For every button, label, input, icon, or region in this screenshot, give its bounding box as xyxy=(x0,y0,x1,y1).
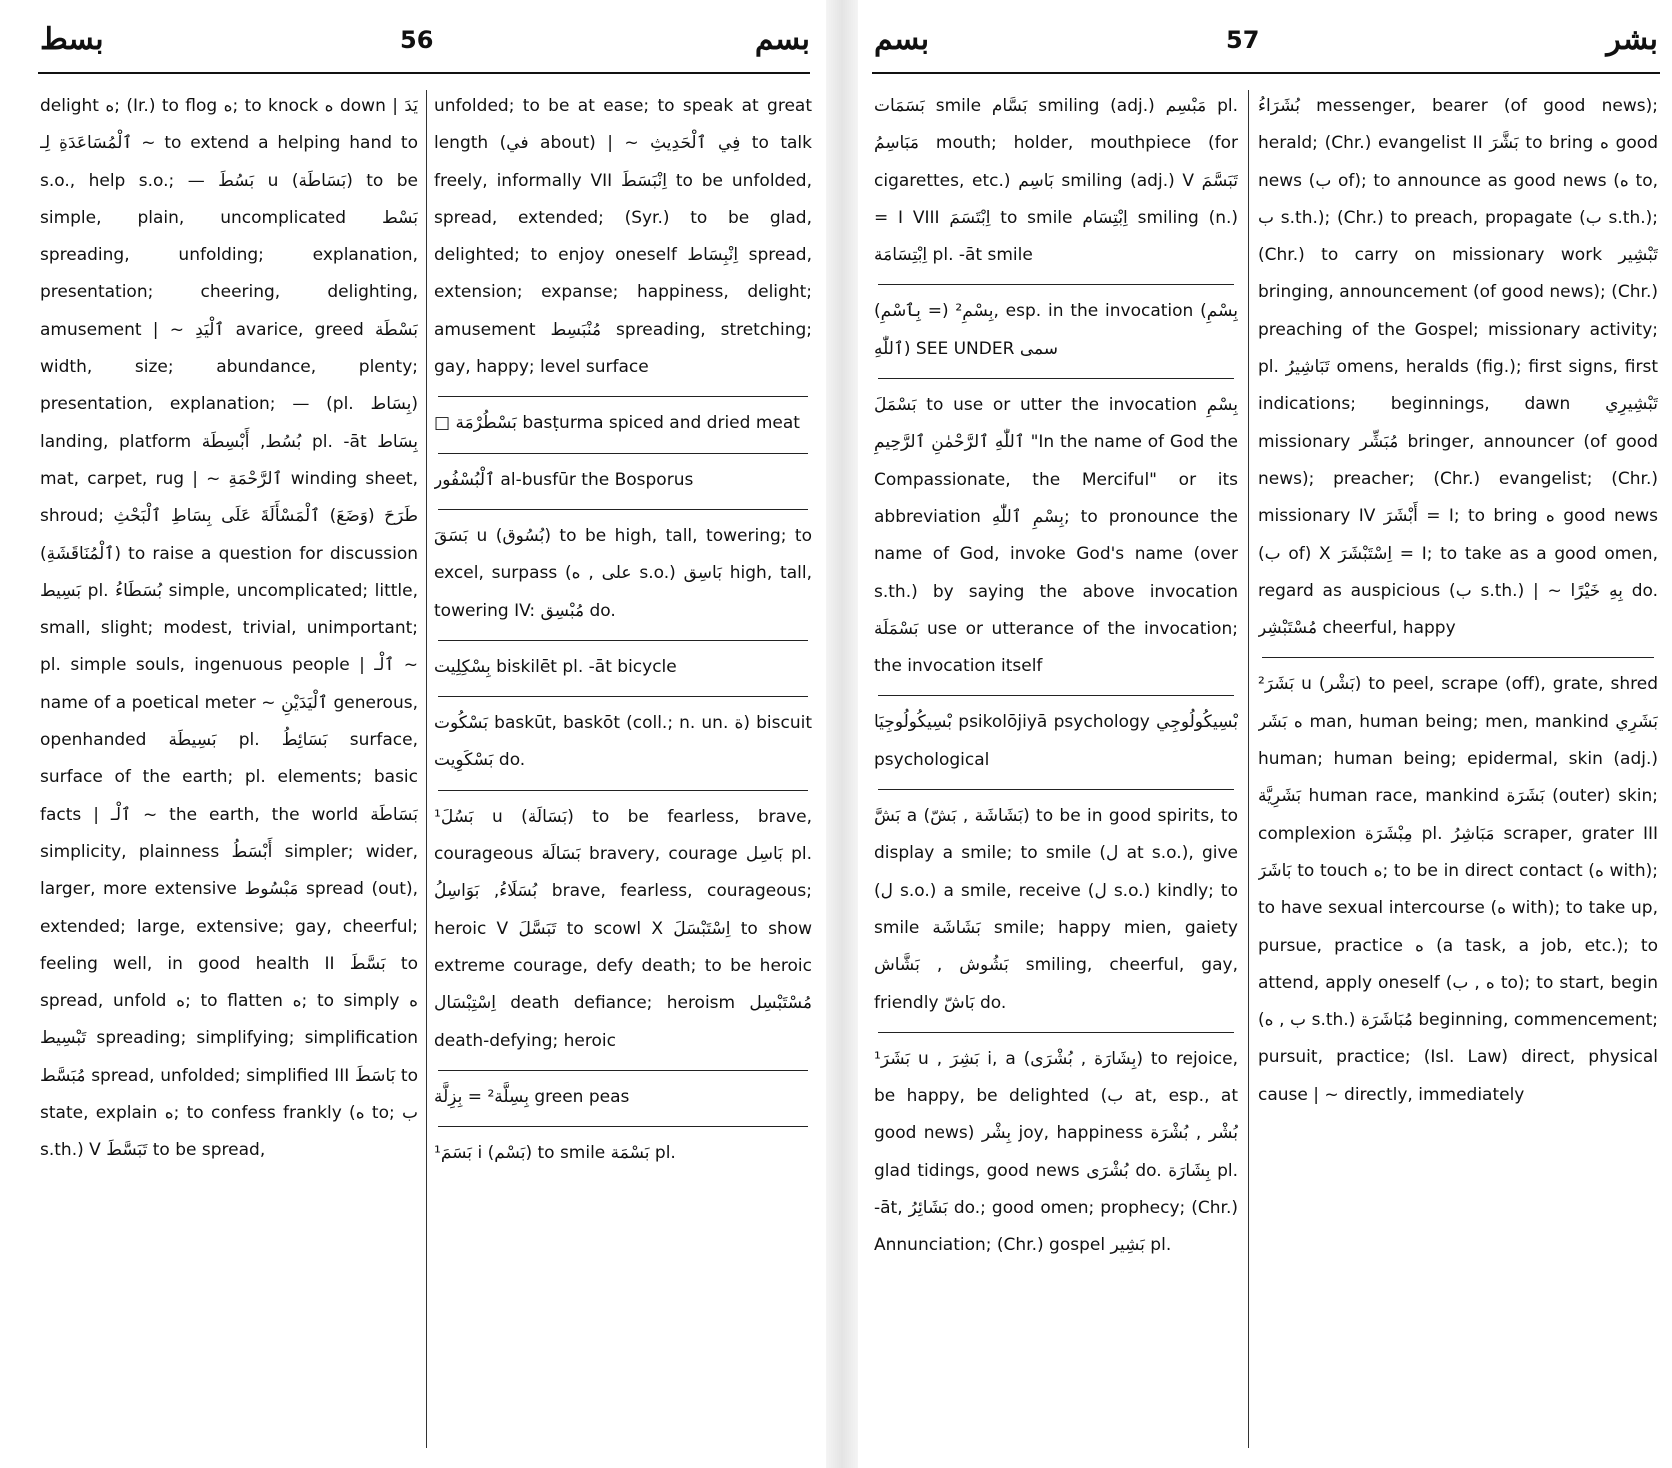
book-gutter xyxy=(826,0,858,1468)
dictionary-entry: ٱلْبُسْفُور al-busfūr the Bosporus xyxy=(434,469,694,490)
entry-separator xyxy=(438,790,808,791)
dictionary-entry: بَسُلَ¹ u (بَسَالَة) to be fearless, brave, courageous بَسَالَة bravery, courage بَاسِل pl. بُسَلَاءُ, بَوَاسِلُ brave, fearless, courageous; heroic V تَبَسَّلَ to scowl X اِسْتَبْسَلَ to show extreme courage, defy death; to be heroic اِسْتِبْسَال death defiance; heroism مُسْتَبْسِل death-defying; heroic xyxy=(434,806,812,1051)
dictionary-entry: بَسَمَات smile بَسَّام smiling (adj.) مَبْسِم pl. مَبَاسِمُ mouth; holder, mouthpiece (for cigarettes, etc.) بَاسِم smiling (adj.) V تَبَسَّمَ = I VIII اِبْتَسَمَ to smile اِبْتِسَام smiling (n.) اِبْتِسَامَة pl. -āt smile xyxy=(874,96,1238,266)
dictionary-entry: بْسِيكُولُوجِيَا psikolōjiyā psychology بْسِيكُولُوجِي psychological xyxy=(874,712,1238,770)
column-divider xyxy=(426,90,427,1448)
dictionary-entry: بَشَرَ¹ u , بَشِرَ i, a (بِشَارَة , بُشْرَى) to rejoice, be happy, be delighted (ب at, esp., at good news) بِشْر joy, happiness بُشْر , بُشْرَة glad tidings, good news بُشْرَى do. بِشَارَة pl. -āt, بَشَائِرُ do.; good omen; prophecy; (Chr.) Annunciation; (Chr.) gospel بَشِير pl. xyxy=(874,1048,1238,1256)
guide-word-left: بسط xyxy=(40,22,104,57)
running-head xyxy=(40,22,810,68)
page-57 xyxy=(858,0,1672,1468)
running-head xyxy=(874,22,1658,68)
entry-separator xyxy=(438,453,808,454)
dictionary-entry: □ بَسْطُرْمَة basṭurma spiced and dried meat xyxy=(434,413,800,434)
dictionary-entry: بَسْمَلَ to use or utter the invocation بِسْمِ ٱللّٰهِ ٱلرَّحْمٰنِ ٱلرَّحِيمِ "In the name of God the Compassionate, the Merciful" or its abbreviation بِسْمِ ٱللّٰهِ; to pronounce the name of God, invoke God's name (over s.th.) by saying the above invocation بَسْمَلَة use or utterance of the invocation; the invocation itself xyxy=(874,395,1238,677)
dictionary-entry: بَشَرَ² u (بَشْر) to peel, scrape (off), grate, shred ه بَشَر man, human being; men, mankind بَشَرِي human; human being; epidermal, skin (adj.) بَشَرِيَّة human race, mankind بَشَرَة (outer) skin; complexion مِبْشَرَة pl. مَبَاشِرُ scraper, grater III بَاشَرَ to touch ه; to be in direct contact (ه with); to have sexual intercourse (ه with); to take up, pursue, practice ه (a task, a job, etc.); to attend, apply oneself (ه , ب to); to start, begin (ب , ه s.th.) مُبَاشَرَة beginning, commencement; pursuit, practice; (Isl. Law) direct, physical cause | ~ directly, immediately xyxy=(1258,674,1658,1105)
entry-separator xyxy=(438,696,808,697)
dictionary-entry: بَسْكُوت baskūt, baskōt (coll.; n. un. ة) biscuit بَسْكَوِيت do. xyxy=(434,713,812,771)
dictionary-entry: بِسْمِ² (= بِٱسْمِ), esp. in the invocation (بِسْمِ ٱللّٰهِ) SEE UNDER سمى xyxy=(874,301,1238,359)
guide-word-left: بسم xyxy=(874,22,930,57)
header-rule xyxy=(872,72,1660,74)
column-2 xyxy=(1258,86,1658,1448)
dictionary-entry: بَسَقَ u (بُسُوق) to be high, tall, towering; to excel, surpass (على , ه s.o.) بَاسِق high, tall, towering IV: مُبْسِق do. xyxy=(434,525,812,621)
dictionary-entry: بِسْكِلِيت biskilēt pl. -āt bicycle xyxy=(434,656,677,677)
dictionary-entry: unfolded; to be at ease; to speak at great length (في about) | ~ فِي ٱلْحَدِيثِ to talk freely, informally VII اِنْبَسَطَ to be unfolded, spread, extended; (Syr.) to be glad, delighted; to enjoy oneself اِنْبِسَاط spread, extension; expanse; happiness, delight; amusement مُنْبَسِط spreading, stretching; gay, happy; level surface xyxy=(434,96,812,378)
entry-separator xyxy=(438,640,808,641)
page-56 xyxy=(0,0,826,1468)
entry-separator xyxy=(438,509,808,510)
entry-separator xyxy=(878,1032,1234,1033)
dictionary-entry: بُشَرَاءُ messenger, bearer (of good news); herald; (Chr.) evangelist II بَشَّرَ to bring ه good news (ب of); to announce as good news (ه to, ب s.th.); (Chr.) to preach, propagate (ب s.th.); (Chr.) to carry on missionary work تَبْشِير bringing, announcement (of good news); (Chr.) preaching of the Gospel; missionary activity; pl. تَبَاشِيرُ omens, heralds (fig.); first signs, first indications; beginnings, dawn تَبْشِيرِي missionary مُبَشِّر bringer, announcer (of good news); preacher; (Chr.) evangelist; (Chr.) missionary IV أَبْشَرَ = I; to bring ه good news (ب of) X اِسْتَبْشَرَ = I; to take as a good omen, regard as auspicious (ب s.th.) | ~ بِهِ خَيْرًا do. مُسْتَبْشِر cheerful, happy xyxy=(1258,96,1658,639)
guide-word-right: بشر xyxy=(1606,22,1658,57)
entry-separator xyxy=(878,284,1234,285)
column-divider xyxy=(1248,90,1249,1448)
entry-separator xyxy=(878,695,1234,696)
entry-separator xyxy=(1262,657,1654,658)
header-rule xyxy=(38,72,810,74)
entry-separator xyxy=(438,396,808,397)
page-number: 57 xyxy=(1226,26,1260,54)
column-2 xyxy=(434,86,812,1448)
entry-separator xyxy=(438,1126,808,1127)
entry-separator xyxy=(878,789,1234,790)
column-1 xyxy=(40,86,418,1448)
dictionary-entry: بَسَمَ¹ i (بَسْم) to smile بَسْمَة pl. xyxy=(434,1143,676,1164)
page-number: 56 xyxy=(400,26,434,54)
dictionary-entry: بَشَّ a (بَشَاشَة , بَشّ) to be in good spirits, to display a smile; to smile (ل at s.o.), give (ل s.o.) a smile, receive (ل s.o.) kindly; to smile بَشَاشَة smile; happy mien, gaiety بَشُوش , بَشَّاش smiling, cheerful, gay, friendly بَاشّ do. xyxy=(874,806,1238,1013)
dictionary-entry: بِسِلَّة² = بِزِلَّة green peas xyxy=(434,1086,630,1107)
guide-word-right: بسم xyxy=(754,22,810,57)
column-1 xyxy=(874,86,1238,1448)
dictionary-entry: delight ه; (Ir.) to flog ه; to knock ه down | يَدَ ٱلْمُسَاعَدَةِ لِـ ~ to extend a helping hand to s.o., help s.o.; — بَسُطَ u (بَسَاطَة) to be simple, plain, uncomplicated بَسْط spreading, unfolding; explanation, presentation; cheering, delighting, amusement | ~ ٱلْيَدِ avarice, greed بَسْطَة width, size; abundance, plenty; presentation, explanation; — (pl. بِسَاط) landing, platform بُسُط, أَبْسِطَة pl. -āt بِسَاط mat, carpet, rug | ~ ٱلرَّحْمَةِ winding sheet, shroud; طَرَحَ (وَضَعَ) ٱلْمَسْأَلَةَ عَلَى بِسَاطِ ٱلْبَحْثِ (ٱلْمُنَاقَشَةِ) to raise a question for discussion بَسِيط pl. بُسَطَاءُ simple, uncomplicated; little, small, slight; modest, trivial, unimportant; pl. simple souls, ingenuous people | ٱلْـ ~ name of a poetical meter ~ ٱلْيَدَيْنِ generous, openhanded بَسِيطَة pl. بَسَائِطُ surface, surface of the earth; pl. elements; basic facts | ٱلْـ ~ the earth, the world بَسَاطَة simplicity, plainness أَبْسَطُ simpler; wider, larger, more extensive مَبْسُوط spread (out), extended; large, extensive; gay, cheerful; feeling well, in good health II بَسَّطَ to spread, unfold ه; to flatten ه; to simply ه تَبْسِيط spreading; simplifying; simplification مُبَسَّط spread, unfolded; simplified III بَاسَطَ to state, explain ه; to confess frankly (ه to; ب s.th.) V تَبَسَّطَ to be spread, xyxy=(40,96,418,1161)
entry-separator xyxy=(878,378,1234,379)
entry-separator xyxy=(438,1070,808,1071)
